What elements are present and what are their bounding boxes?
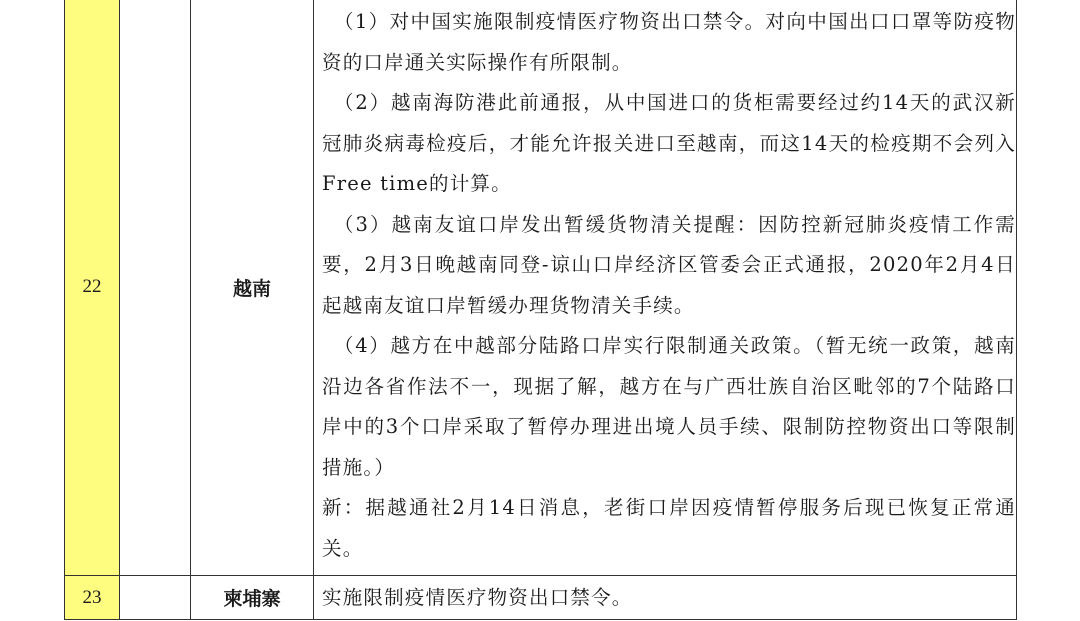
measure-paragraph: （4）越方在中越部分陆路口岸实行限制通关政策。（暂无统一政策，越南沿边各省作法不一，现据了解，越方在与广西壮族自治区毗邻的7个陆路口岸中的3个口岸采取了暂停办理进出境人员手续、限制防控物资出口等限制措施。）	[322, 334, 1016, 479]
blank-cell	[120, 576, 191, 620]
blank-cell	[120, 0, 191, 576]
measure-paragraph: （3）越南友谊口岸发出暂缓货物清关提醒：因防控新冠肺炎疫情工作需要，2月3日晚越南同登-谅山口岸经济区管委会正式通报，2020年2月4日起越南友谊口岸暂缓办理货物清关手续。	[322, 212, 1016, 317]
measure-paragraph: 实施限制疫情医疗物资出口禁令。	[322, 585, 633, 609]
measures-cell	[314, 0, 1017, 576]
measures-table	[64, 0, 1017, 620]
measure-paragraph: （2）越南海防港此前通报，从中国进口的货柜需要经过约14天的武汉新冠肺炎病毒检疫后，才能允许报关进口至越南，而这14天的检疫期不会列入Free time的计算。	[322, 91, 1016, 195]
country-cell: 柬埔寨	[191, 576, 314, 620]
row-number-cell: 23	[65, 576, 120, 620]
measure-paragraph: （1）对中国实施限制疫情医疗物资出口禁令。对向中国出口口罩等防疫物资的口岸通关实际操作有所限制。	[322, 10, 1016, 74]
update-paragraph: 新：据越通社2月14日消息，老街口岸因疫情暂停服务后现已恢复正常通关。	[322, 496, 1016, 560]
table-row	[65, 576, 1017, 620]
measures-cell	[314, 576, 1017, 620]
row-number-cell: 22	[65, 0, 120, 576]
table-row	[65, 0, 1017, 576]
country-cell: 越南	[191, 0, 314, 576]
